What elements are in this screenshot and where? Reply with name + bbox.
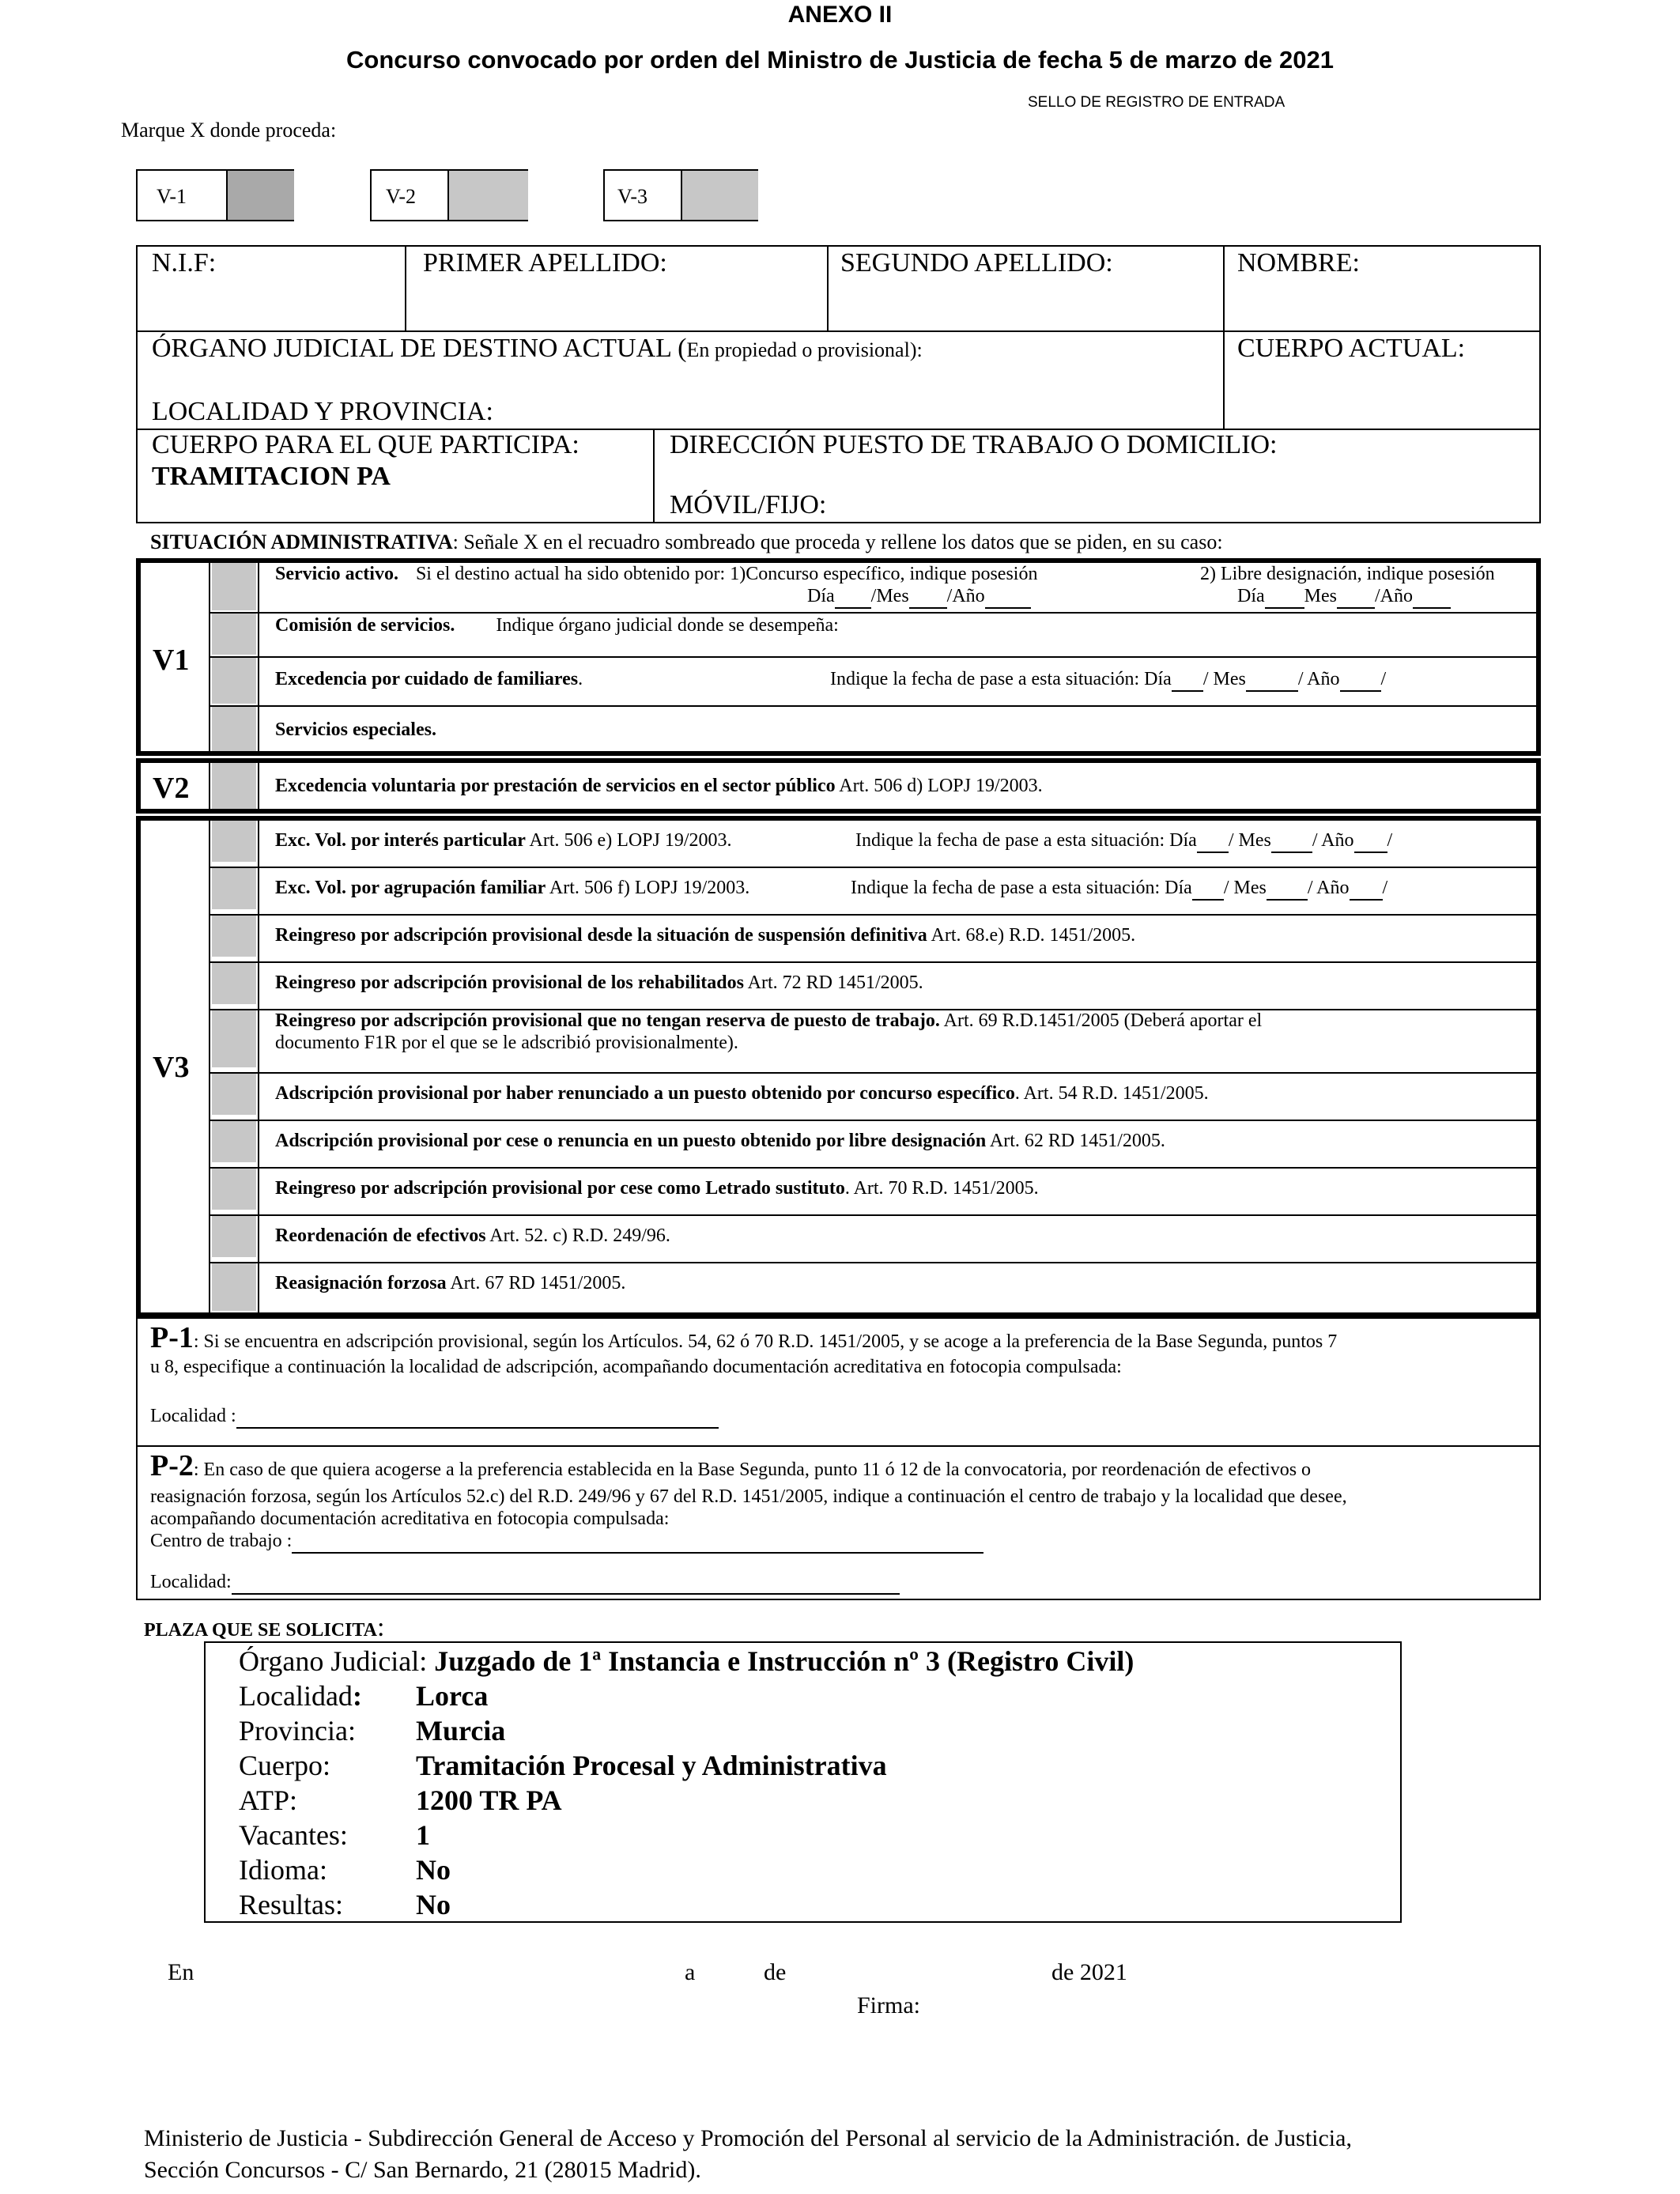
v3-row: [275, 1083, 1209, 1105]
centro-label: Centro de trabajo :: [150, 1531, 293, 1551]
period: .: [578, 669, 583, 689]
divider: [209, 1262, 1538, 1263]
footer-line-2: Sección Concursos - C/ San Bernardo, 21 (28015 Madrid).: [144, 2157, 701, 2183]
divider: [1223, 245, 1225, 429]
v3-row-title: Adscripción provisional por haber renunciado a un puesto obtenido por concurso específico: [275, 1083, 1015, 1104]
v3-row-checkbox[interactable]: [212, 916, 256, 957]
slash: /: [1380, 669, 1387, 689]
divider: [653, 429, 655, 523]
year-label: / Año: [1297, 669, 1340, 689]
v3-row-fecha[interactable]: [855, 830, 1392, 853]
segundo-apellido-label[interactable]: SEGUNDO APELLIDO:: [840, 248, 1113, 278]
v1-servicios-especiales-checkbox[interactable]: [212, 707, 256, 751]
organo-judicial-note: En propiedad o provisional):: [686, 338, 923, 361]
year-blank[interactable]: [1350, 878, 1383, 901]
plaza-field-value: 1: [416, 1819, 430, 1851]
nif-label[interactable]: N.I.F:: [152, 248, 217, 278]
divider: [827, 245, 829, 330]
choice-v3-label: V-3: [617, 185, 648, 208]
plaza-field-value: Lorca: [416, 1680, 489, 1712]
localidad-label: Localidad:: [150, 1572, 232, 1592]
plaza-field-label: [239, 1679, 362, 1713]
direccion-label[interactable]: DIRECCIÓN PUESTO DE TRABAJO O DOMICILIO:: [670, 430, 1278, 459]
situacion-instruction: : Señale X en el recuadro sombreado que proceda y rellene los datos que se piden, en su caso:: [452, 531, 1223, 553]
divider: [405, 245, 406, 330]
signature-year: [1051, 1959, 1127, 1986]
page-subtitle: Concurso convocado por orden del Ministro de Justicia de fecha 5 de marzo de 2021: [346, 46, 1334, 74]
choice-v2-label: V-2: [386, 185, 417, 208]
v3-row-title: Exc. Vol. por agrupación familiar: [275, 878, 546, 898]
plaza-field-label: [239, 1853, 327, 1886]
year: 2021: [1079, 1959, 1127, 1985]
v3-row-checkbox[interactable]: [212, 963, 256, 1004]
divider: [209, 867, 1538, 868]
label-text: Cuerpo:: [239, 1750, 330, 1781]
plaza-colon: :: [376, 1613, 385, 1642]
v3-row: [275, 1010, 1262, 1032]
day-blank[interactable]: [1197, 830, 1229, 853]
v3-row-article: Art. 68.e) R.D. 1451/2005.: [927, 925, 1136, 946]
cuerpo-participa-label: CUERPO PARA EL QUE PARTICIPA:: [152, 430, 580, 459]
plaza-field-label: [239, 1749, 330, 1782]
month-label: /Mes: [870, 586, 909, 606]
divider: [209, 914, 1538, 916]
year-blank[interactable]: [1340, 669, 1381, 692]
v3-row-checkbox[interactable]: [212, 821, 256, 862]
plaza-field-value: No: [416, 1889, 451, 1920]
p2-centro-field[interactable]: [150, 1531, 983, 1554]
year-blank[interactable]: [1413, 586, 1451, 609]
centro-blank[interactable]: [292, 1531, 983, 1554]
label-text: ATP:: [239, 1784, 298, 1816]
v3-row: [275, 878, 749, 899]
day-blank[interactable]: [1265, 586, 1304, 609]
slash: /: [1387, 830, 1393, 851]
footer-line-1: Ministerio de Justicia - Subdirección General de Acceso y Promoción del Personal al servicio de la Administración. de Justicia,: [144, 2125, 1352, 2151]
v3-row-article: Art. 69 R.D.1451/2005 (Deberá aportar el: [939, 1010, 1263, 1031]
organo-judicial-main: ÓRGANO JUDICIAL DE DESTINO ACTUAL (: [152, 334, 687, 363]
choice-v3-checkbox[interactable]: [681, 171, 758, 220]
v2-article: Art. 506 d) LOPJ 19/2003.: [835, 776, 1043, 796]
signature-firma-label: Firma:: [857, 1992, 920, 2018]
v1-libre-designacion: 2) Libre designación, indique posesión: [1200, 564, 1495, 584]
situacion-heading: [150, 531, 1223, 554]
v3-row: [275, 1178, 1039, 1199]
organo-judicial-label[interactable]: [152, 334, 923, 364]
v2-label: V2: [153, 772, 190, 805]
day-blank[interactable]: [835, 586, 871, 609]
plaza-field-value: Murcia: [416, 1715, 506, 1747]
fecha-label: Indique la fecha de pase a esta situación: Día: [855, 830, 1197, 851]
v3-row-checkbox[interactable]: [212, 1074, 256, 1115]
divider: [209, 656, 1538, 658]
p2-text-1: : En caso de que quiera acogerse a la preferencia establecida en la Base Segunda, punto 11 ó 12 de la convocatoria, por reordenación de efectivos o: [193, 1460, 1312, 1480]
divider: [209, 1120, 1538, 1121]
v1-fecha-posesion-1[interactable]: [807, 586, 1031, 609]
plaza-title: PLAZA QUE SE SOLICITA: [144, 1620, 377, 1641]
v3-row-article: Art. 72 RD 1451/2005.: [743, 972, 923, 993]
day-blank[interactable]: [1172, 669, 1203, 692]
p2-localidad-field[interactable]: [150, 1572, 900, 1595]
organo-label: Órgano Judicial:: [239, 1645, 435, 1677]
divider: [209, 961, 1538, 963]
plaza-organo: [239, 1645, 1134, 1678]
cuerpo-participa-value: TRAMITACION PA: [152, 462, 391, 491]
year-label: / Año: [1307, 878, 1350, 898]
month-label: / Mes: [1228, 830, 1271, 851]
v3-row-article: Art. 506 f) LOPJ 19/2003.: [546, 878, 750, 898]
v3-row-title: Reingreso por adscripción provisional desde la situación de suspensión definitiva: [275, 925, 927, 946]
divider: [258, 758, 259, 814]
month-blank[interactable]: [909, 586, 947, 609]
p2-text-2: reasignación forzosa, según los Artículos 52.c) del R.D. 249/96 y 67 del R.D. 1451/2005, indique a continuación el centro de trabajo y la localidad que desee,: [150, 1486, 1347, 1507]
plaza-field-value: No: [416, 1854, 451, 1886]
v2-title: Excedencia voluntaria por prestación de servicios en el sector público: [275, 776, 836, 796]
v3-row-title: Reingreso por adscripción provisional de los rehabilitados: [275, 972, 744, 993]
v1-comision-text: Indique órgano judicial donde se desempeña:: [496, 615, 839, 636]
primer-apellido-label[interactable]: PRIMER APELLIDO:: [423, 248, 667, 278]
divider: [209, 1072, 1538, 1074]
month-label: / Mes: [1202, 669, 1246, 689]
label-text: Vacantes:: [239, 1819, 348, 1851]
v1-excedencia-title: Excedencia por cuidado de familiares: [275, 669, 579, 689]
plaza-field-value: Tramitación Procesal y Administrativa: [416, 1750, 887, 1781]
signature-de-1: de: [764, 1959, 787, 1985]
year-blank[interactable]: [1354, 830, 1387, 853]
p1-text-1: : Si se encuentra en adscripción provisional, según los Artículos. 54, 62 ó 70 R.D. 1451/2005, y se acoge a la preferencia de la Base Segunda, puntos 7: [193, 1331, 1338, 1352]
v1-servicio-activo-checkbox[interactable]: [212, 563, 256, 610]
v3-row-checkbox[interactable]: [212, 1121, 256, 1162]
v1-fecha-posesion-2[interactable]: [1237, 586, 1451, 609]
fecha-label: Indique la fecha de pase a esta situación: Día: [830, 669, 1172, 689]
v3-row-title: Exc. Vol. por interés particular: [275, 830, 526, 851]
v1-excedencia-fecha[interactable]: [830, 669, 1386, 692]
divider: [209, 816, 210, 1317]
organo-value: Juzgado de 1ª Instancia e Instrucción nº 3 (Registro Civil): [434, 1645, 1134, 1677]
plaza-field-label: [239, 1818, 348, 1852]
sello-label: SELLO DE REGISTRO DE ENTRADA: [1028, 94, 1285, 111]
month-blank[interactable]: [1337, 586, 1375, 609]
cuerpo-actual-label[interactable]: CUERPO ACTUAL:: [1237, 334, 1466, 363]
v1-comision: [275, 615, 839, 636]
p2-label: P-2: [150, 1449, 194, 1482]
month-blank[interactable]: [1267, 878, 1308, 901]
divider: [209, 612, 1538, 614]
v3-row-checkbox[interactable]: [212, 1263, 256, 1311]
day-label: Día: [1237, 586, 1265, 606]
v1-comision-checkbox[interactable]: [212, 614, 256, 655]
choice-v3-box[interactable]: [603, 169, 758, 221]
v3-row-checkbox[interactable]: [212, 868, 256, 909]
year-label: /Año: [1375, 586, 1413, 606]
month-blank[interactable]: [1271, 830, 1312, 853]
plaza-field-label: [239, 1714, 356, 1747]
localidad-provincia-label[interactable]: LOCALIDAD Y PROVINCIA:: [152, 397, 493, 426]
de-2: de: [1051, 1959, 1074, 1985]
localidad-blank[interactable]: [232, 1572, 900, 1595]
choice-v1-checkbox[interactable]: [226, 171, 294, 220]
localidad-label: Localidad :: [150, 1406, 236, 1426]
month-label: / Mes: [1223, 878, 1267, 898]
v3-row-article: . Art. 70 R.D. 1451/2005.: [844, 1178, 1039, 1199]
v3-row-fecha[interactable]: [851, 878, 1387, 901]
v1-excedencia: [275, 669, 583, 690]
v2-text: [275, 776, 1043, 797]
v1-servicio-activo-text: Si el destino actual ha sido obtenido por: 1)Concurso específico, indique posesión: [415, 564, 1038, 584]
year-label: / Año: [1312, 830, 1354, 851]
label-text: Localidad: [239, 1680, 353, 1712]
v3-row-article: Art. 506 e) LOPJ 19/2003.: [525, 830, 732, 851]
p1-label: P-1: [150, 1321, 194, 1354]
v3-row-checkbox[interactable]: [212, 1216, 256, 1257]
p2-text-3: acompañando documentación acreditativa en fotocopia compulsada:: [150, 1509, 670, 1529]
v3-row-title: Reingreso por adscripción provisional por cese como Letrado sustituto: [275, 1178, 845, 1199]
label-text: Provincia:: [239, 1715, 356, 1747]
v1-servicios-especiales: Servicios especiales.: [275, 719, 436, 740]
plaza-box: [204, 1641, 1402, 1923]
p1-text-2: u 8, especifique a continuación la localidad de adscripción, acompañando documentación acreditativa en fotocopia compulsada:: [150, 1357, 1122, 1377]
v3-row: [275, 1225, 670, 1247]
movil-label[interactable]: MÓVIL/FIJO:: [670, 490, 827, 519]
nombre-label[interactable]: NOMBRE:: [1237, 248, 1360, 278]
divider: [209, 705, 1538, 707]
v1-servicio-activo: [275, 564, 1037, 585]
v3-row: [275, 972, 923, 994]
marque-label: Marque X donde proceda:: [121, 119, 337, 142]
choice-v1-label: V-1: [157, 185, 187, 208]
v1-comision-title: Comisión de servicios.: [275, 615, 455, 636]
v3-row: [275, 1131, 1165, 1152]
v3-row-title: Reingreso por adscripción provisional que no tengan reserva de puesto de trabajo.: [275, 1010, 940, 1031]
v3-row-article: Art. 62 RD 1451/2005.: [986, 1131, 1165, 1151]
label-colon: :: [352, 1680, 362, 1712]
situacion-title: SITUACIÓN ADMINISTRATIVA: [150, 531, 453, 553]
v3-row-checkbox[interactable]: [212, 1010, 256, 1067]
plaza-heading: [144, 1613, 384, 1643]
month-blank[interactable]: [1246, 669, 1298, 692]
v3-row-article: Art. 52. c) R.D. 249/96.: [485, 1225, 670, 1246]
v3-row-title: Adscripción provisional por cese o renuncia en un puesto obtenido por libre designación: [275, 1131, 987, 1151]
p1-localidad-field[interactable]: [150, 1406, 719, 1429]
signature-en: En: [168, 1959, 194, 1985]
slash: /: [1382, 878, 1388, 898]
v3-row-title: Reasignación forzosa: [275, 1273, 447, 1293]
plaza-field-label: [239, 1784, 297, 1817]
annex-title: ANEXO II: [787, 2, 893, 28]
choice-v2-checkbox[interactable]: [447, 171, 528, 220]
localidad-blank[interactable]: [236, 1406, 719, 1429]
v3-row-title: Reordenación de efectivos: [275, 1225, 486, 1246]
v1-servicio-activo-title: Servicio activo.: [275, 564, 398, 584]
p1-line-1: [150, 1320, 1337, 1355]
signature-a: a: [685, 1959, 696, 1985]
v3-row: [275, 925, 1135, 946]
v3-row-article: . Art. 54 R.D. 1451/2005.: [1014, 1083, 1209, 1104]
fecha-label: Indique la fecha de pase a esta situación: Día: [851, 878, 1192, 898]
choice-v1-box[interactable]: [136, 169, 294, 221]
v3-row-line-2: documento F1R por el que se le adscribió provisionalmente).: [275, 1033, 738, 1053]
v3-row-article: Art. 67 RD 1451/2005.: [446, 1273, 626, 1293]
month-label: Mes: [1304, 586, 1337, 606]
plaza-field-label: [239, 1888, 343, 1921]
p2-line-1: [150, 1448, 1311, 1483]
divider: [209, 1214, 1538, 1216]
plaza-field-value: 1200 TR PA: [416, 1784, 562, 1816]
divider: [209, 758, 210, 814]
v3-label: V3: [153, 1051, 190, 1084]
v3-row: [275, 1273, 625, 1294]
v3-row: [275, 830, 732, 852]
label-text: Idioma:: [239, 1854, 327, 1886]
year-blank[interactable]: [985, 586, 1031, 609]
day-label: Día: [807, 586, 835, 606]
year-label: /Año: [946, 586, 985, 606]
divider: [136, 330, 1541, 332]
v1-excedencia-checkbox[interactable]: [212, 658, 256, 704]
divider: [258, 816, 259, 1317]
v3-row-checkbox[interactable]: [212, 1169, 256, 1210]
day-blank[interactable]: [1192, 878, 1224, 901]
label-text: Resultas:: [239, 1889, 343, 1920]
v1-label: V1: [153, 644, 190, 677]
divider: [209, 1167, 1538, 1169]
v2-checkbox[interactable]: [212, 763, 256, 809]
choice-v2-box[interactable]: [370, 169, 528, 221]
